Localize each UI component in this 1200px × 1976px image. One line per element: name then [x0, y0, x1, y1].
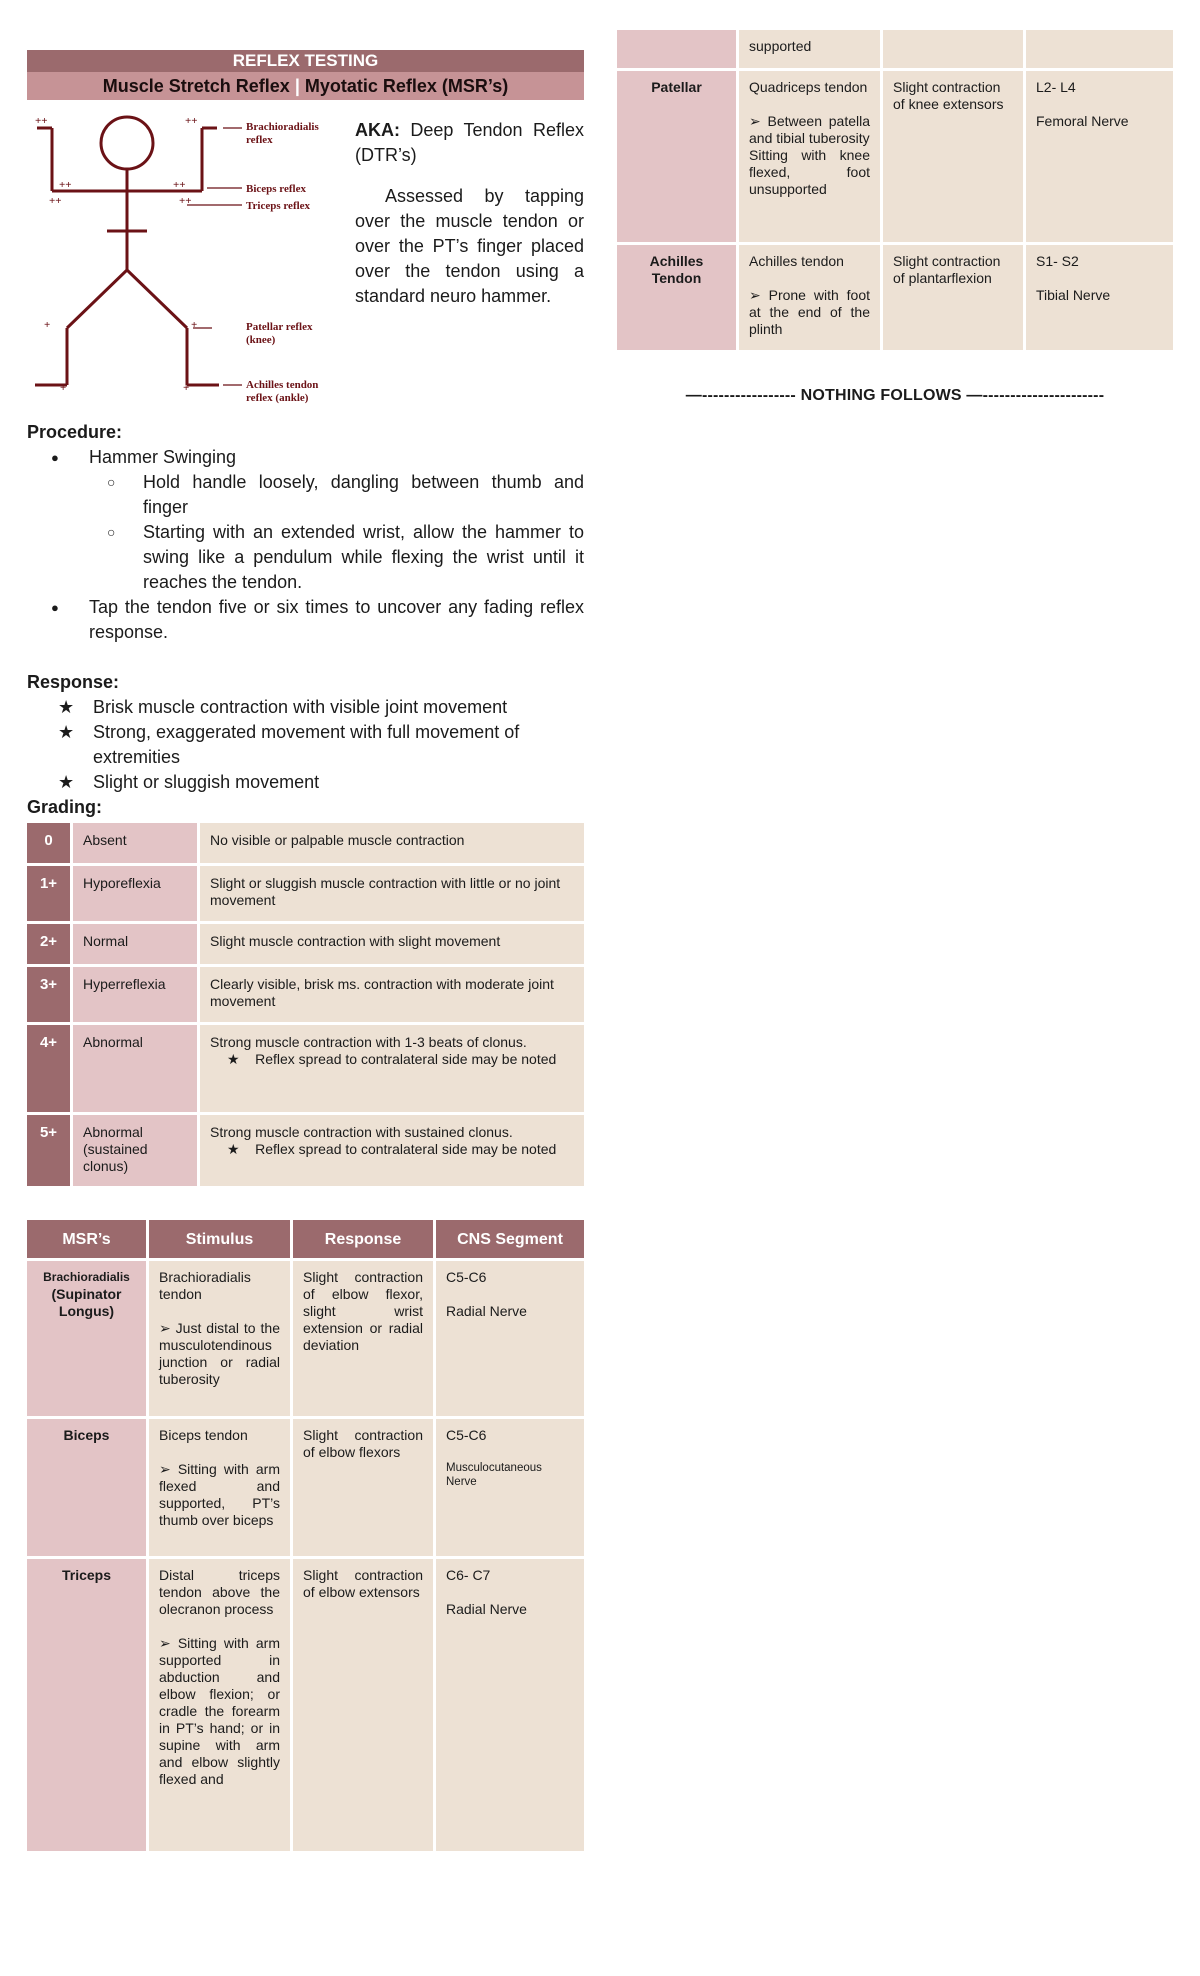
- grade-note-text: Reflex spread to contralateral side may be noted: [255, 1051, 557, 1067]
- mark-triceps-right: ++: [179, 195, 192, 207]
- grade-description: [200, 1115, 584, 1186]
- label-brachioradialis-2: reflex: [246, 134, 273, 146]
- procedure-list: [27, 445, 584, 645]
- subtitle-right: Myotatic Reflex (MSR’s): [304, 76, 509, 96]
- aka-paragraph: [355, 118, 584, 168]
- grade-number: 3+: [27, 967, 70, 1022]
- grade-note: ★ Reflex spread to contralateral side may be noted: [227, 1051, 557, 1067]
- response-heading: Response:: [27, 672, 120, 692]
- table-row: [617, 71, 1173, 242]
- mark-brachio-right: ++: [185, 115, 198, 127]
- stimulus-text: Distal triceps tendon above the olecranon process: [159, 1567, 280, 1617]
- page-subtitle: [27, 72, 584, 100]
- segment-nerve: Musculocutaneous Nerve: [446, 1462, 542, 1488]
- grading-heading: Grading:: [27, 797, 102, 817]
- stimulus-cell: [149, 1419, 290, 1556]
- msr-name-brachio: Brachioradialis: [43, 1270, 130, 1284]
- msr-table-continued: [614, 27, 1176, 353]
- msr-name: Patellar: [617, 71, 736, 242]
- label-triceps: Triceps reflex: [246, 200, 311, 212]
- grade-number: 1+: [27, 866, 70, 921]
- mark-achilles-right: +: [183, 382, 190, 394]
- grade-number: 4+: [27, 1025, 70, 1112]
- page-title: REFLEX TESTING: [27, 50, 584, 72]
- table-row: [27, 1559, 584, 1851]
- stimulus-text: Biceps tendon: [159, 1427, 248, 1443]
- grade-name: Abnormal (sustained clonus): [73, 1115, 197, 1186]
- grade-description: Slight muscle contraction with slight movement: [200, 924, 584, 964]
- mark-biceps-right: ++: [173, 179, 186, 191]
- table-row: [27, 967, 584, 1022]
- msr-name: Achilles Tendon: [617, 245, 736, 350]
- procedure-sublist: [85, 470, 584, 595]
- procedure-section: [27, 420, 584, 645]
- table-row: [27, 924, 584, 964]
- stimulus-posture: Sitting with knee flexed, foot unsupported: [749, 147, 870, 197]
- table-row: [27, 1419, 584, 1556]
- segment-nerve: Radial Nerve: [446, 1601, 527, 1617]
- label-patellar-2: (knee): [246, 334, 276, 346]
- aka-label: AKA:: [355, 120, 400, 140]
- table-row: [27, 1115, 584, 1186]
- mark-achilles-left: +: [60, 382, 67, 394]
- mark-brachio-left: ++: [35, 115, 48, 127]
- column-header: MSR’s: [27, 1220, 146, 1258]
- aka-text: Deep Tendon Reflex (DTR’s): [355, 120, 584, 165]
- stimulus-position: ➢ Sitting with arm flexed and supported, PT’s thumb over biceps: [159, 1461, 280, 1528]
- response-item-3: ★ Slight or sluggish movement: [27, 770, 584, 795]
- segment-level: L2- L4: [1036, 79, 1076, 95]
- grade-name: Hyperreflexia: [73, 967, 197, 1022]
- label-achilles-1: Achilles tendon: [246, 379, 319, 391]
- grade-name: Normal: [73, 924, 197, 964]
- segment-cell: [436, 1261, 584, 1416]
- mark-patellar-left: +: [44, 319, 51, 331]
- segment-nerve: Tibial Nerve: [1036, 287, 1111, 303]
- grade-name: Abnormal: [73, 1025, 197, 1112]
- stimulus-text: Quadriceps tendon: [749, 79, 868, 95]
- stimulus-position: ➢ Sitting with arm supported in abduction and elbow flexion; or cradle the forearm in PT’s hand; or in supine with arm and elbow slightly flexed and: [159, 1635, 280, 1787]
- table-row: [617, 30, 1173, 68]
- assessed-paragraph: Assessed by tapping over the muscle tendon or over the PT’s finger placed over the tendon using a standard neuro hammer.: [355, 186, 584, 306]
- segment-level: C5-C6: [446, 1427, 487, 1443]
- segment-nerve: Radial Nerve: [446, 1303, 527, 1319]
- msr-table: [24, 1217, 587, 1854]
- response-cell: Slight contraction of knee extensors: [883, 71, 1023, 242]
- stimulus-cell: [149, 1559, 290, 1851]
- grade-description: No visible or palpable muscle contraction: [200, 823, 584, 863]
- mark-patellar-right: +: [191, 319, 198, 331]
- label-biceps: Biceps reflex: [246, 183, 306, 195]
- stimulus-cell: [739, 245, 880, 350]
- stimulus-cell: supported: [739, 30, 880, 68]
- response-cell: Slight contraction of plantarflexion: [883, 245, 1023, 350]
- grade-number: 0: [27, 823, 70, 863]
- subtitle-separator: |: [294, 76, 300, 96]
- segment-level: C5-C6: [446, 1269, 487, 1285]
- stimulus-position: ➢ Just distal to the musculotendinous junction or radial tuberosity: [159, 1320, 280, 1387]
- msr-name: Triceps: [27, 1559, 146, 1851]
- msr-name-empty: [617, 30, 736, 68]
- label-patellar-1: Patellar reflex: [246, 321, 313, 333]
- right-column: [617, 27, 1173, 405]
- stimulus-text: Achilles tendon: [749, 253, 844, 269]
- column-header: Stimulus: [149, 1220, 290, 1258]
- grading-section: [27, 795, 584, 1189]
- segment-cell: [436, 1559, 584, 1851]
- procedure-heading: Procedure:: [27, 422, 123, 442]
- procedure-sub-1: ○ Hold handle loosely, dangling between thumb and finger: [85, 470, 584, 520]
- grade-description-text: Strong muscle contraction with sustained clonus.: [210, 1124, 513, 1140]
- nothing-follows: —----------------- NOTHING FOLLOWS —----------------------: [685, 387, 1105, 404]
- grading-table: [24, 820, 587, 1189]
- segment-level: C6- C7: [446, 1567, 491, 1583]
- grade-note-text: Reflex spread to contralateral side may be noted: [255, 1141, 557, 1157]
- segment-cell: [1026, 245, 1173, 350]
- table-header-row: [27, 1220, 584, 1258]
- aka-block: [355, 118, 584, 309]
- grade-number: 2+: [27, 924, 70, 964]
- response-list: [27, 695, 584, 795]
- grade-description-text: Strong muscle contraction with 1-3 beats of clonus.: [210, 1034, 527, 1050]
- response-section: [27, 670, 584, 795]
- response-cell-empty: [883, 30, 1023, 68]
- segment-cell-empty: [1026, 30, 1173, 68]
- column-header: CNS Segment: [436, 1220, 584, 1258]
- msr-name-brachio-alt: (Supinator Longus): [51, 1286, 122, 1319]
- table-row: [27, 866, 584, 921]
- grade-description: Slight or sluggish muscle contraction with little or no joint movement: [200, 866, 584, 921]
- grade-description: [200, 1025, 584, 1112]
- procedure-item-1: Hammer Swinging: [89, 447, 237, 467]
- grade-number: 5+: [27, 1115, 70, 1186]
- mark-biceps-left: ++: [59, 179, 72, 191]
- mark-triceps-left: ++: [49, 195, 62, 207]
- segment-cell: [436, 1419, 584, 1556]
- response-cell: Slight contraction of elbow flexors: [293, 1419, 433, 1556]
- grade-note: ★ Reflex spread to contralateral side may be noted: [227, 1141, 557, 1157]
- intro-section: [27, 100, 584, 420]
- label-brachioradialis-1: Brachioradialis: [246, 121, 319, 133]
- stimulus-text: Brachioradialis tendon: [159, 1269, 251, 1302]
- segment-cell: [1026, 71, 1173, 242]
- response-item-1: ★ Brisk muscle contraction with visible joint movement: [27, 695, 584, 720]
- table-row: [617, 245, 1173, 350]
- stimulus-cell: [149, 1261, 290, 1416]
- grade-name: Absent: [73, 823, 197, 863]
- figure-head: [101, 117, 153, 169]
- list-item: [27, 445, 584, 595]
- stimulus-position: ➢ Prone with foot at the end of the plinth: [749, 287, 870, 337]
- column-header: Response: [293, 1220, 433, 1258]
- msr-name: [27, 1261, 146, 1416]
- response-cell: Slight contraction of elbow extensors: [293, 1559, 433, 1851]
- procedure-sub-2: ○ Starting with an extended wrist, allow the hammer to swing like a pendulum while flexing the wrist until it reaches the tendon.: [85, 520, 584, 595]
- segment-nerve: Femoral Nerve: [1036, 113, 1129, 129]
- grade-name: Hyporeflexia: [73, 866, 197, 921]
- stimulus-position: ➢ Between patella and tibial tuberosity: [749, 113, 870, 146]
- table-row: [27, 1261, 584, 1416]
- response-cell: Slight contraction of elbow flexor, slight wrist extension or radial deviation: [293, 1261, 433, 1416]
- procedure-item-2: ● Tap the tendon five or six times to uncover any fading reflex response.: [27, 595, 584, 645]
- left-column: [27, 50, 584, 1854]
- grade-description: Clearly visible, brisk ms. contraction with moderate joint movement: [200, 967, 584, 1022]
- table-row: [27, 823, 584, 863]
- segment-level: S1- S2: [1036, 253, 1079, 269]
- reflex-stick-figure: [27, 108, 357, 408]
- stimulus-cell: [739, 71, 880, 242]
- response-item-2: ★ Strong, exaggerated movement with full movement of extremities: [27, 720, 584, 770]
- table-row: [27, 1025, 584, 1112]
- msr-name: Biceps: [27, 1419, 146, 1556]
- label-achilles-2: reflex (ankle): [246, 392, 309, 404]
- subtitle-left: Muscle Stretch Reflex: [102, 76, 290, 96]
